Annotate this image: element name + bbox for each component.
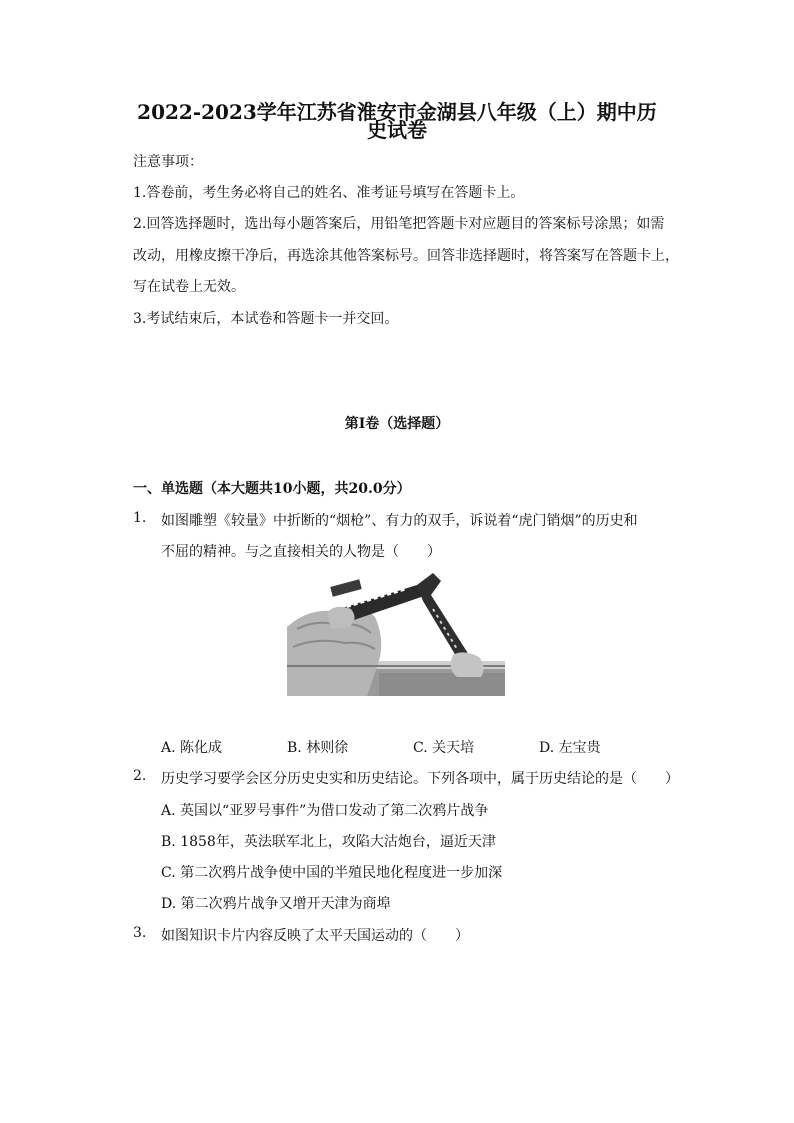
question-2-number: 2. bbox=[133, 768, 147, 784]
question-1-number: 1. bbox=[133, 510, 147, 526]
notice-item-2-line3: 写在试卷上无效。 bbox=[133, 279, 245, 295]
notice-item-2-line2: 改动，用橡皮擦干净后，再选涂其他答案标号。回答非选择题时，将答案写在答题卡上， bbox=[133, 248, 679, 264]
notice-item-1: 1.答卷前，考生务必将自己的姓名、准考证号填写在答题卡上。 bbox=[133, 185, 525, 201]
question-1-option-a: A. 陈化成 bbox=[161, 740, 223, 756]
exam-title-line2: 史试卷 bbox=[367, 118, 427, 142]
section-title: 第I卷（选择题） bbox=[344, 416, 450, 432]
question-3-number: 3. bbox=[133, 925, 147, 941]
question-1-text-line1: 如图雕塑《较量》中折断的“烟枪”、有力的双手，诉说着“虎门销烟”的历史和 bbox=[161, 513, 638, 529]
notice-item-2-line1: 2.回答选择题时，选出每小题答案后，用铅笔把答题卡对应题目的答案标号涂黑；如需 bbox=[133, 216, 665, 232]
question-2-option-a: A. 英国以“亚罗号事件”为借口发动了第二次鸦片战争 bbox=[161, 803, 489, 819]
notice-item-3: 3.考试结束后，本试卷和答题卡一并交回。 bbox=[133, 311, 399, 327]
question-1-option-d: D. 左宝贵 bbox=[539, 740, 601, 756]
question-1-text-line2: 不屈的精神。与之直接相关的人物是（ ） bbox=[161, 544, 441, 560]
question-2-text: 历史学习要学会区分历史史实和历史结论。下列各项中，属于历史结论的是（ ） bbox=[161, 771, 679, 787]
question-2-option-b: B. 1858年，英法联军北上，攻陷大沽炮台，逼近天津 bbox=[161, 834, 496, 850]
part-title: 一、单选题（本大题共10小题，共20.0分） bbox=[133, 481, 411, 497]
question-1-option-c: C. 关天培 bbox=[413, 740, 475, 756]
question-1-option-b: B. 林则徐 bbox=[287, 740, 349, 756]
exam-title-line1: 2022-2023学年江苏省淮安市金湖县八年级（上）期中历 bbox=[137, 100, 657, 124]
question-3-text: 如图知识卡片内容反映了太平天国运动的（ ） bbox=[161, 928, 469, 944]
question-2-option-c: C. 第二次鸦片战争使中国的半殖民地化程度进一步加深 bbox=[161, 865, 503, 881]
question-2-option-d: D. 第二次鸦片战争又增开天津为商埠 bbox=[161, 896, 391, 912]
notice-heading: 注意事项： bbox=[133, 154, 203, 170]
sculpture-photo bbox=[287, 569, 505, 696]
